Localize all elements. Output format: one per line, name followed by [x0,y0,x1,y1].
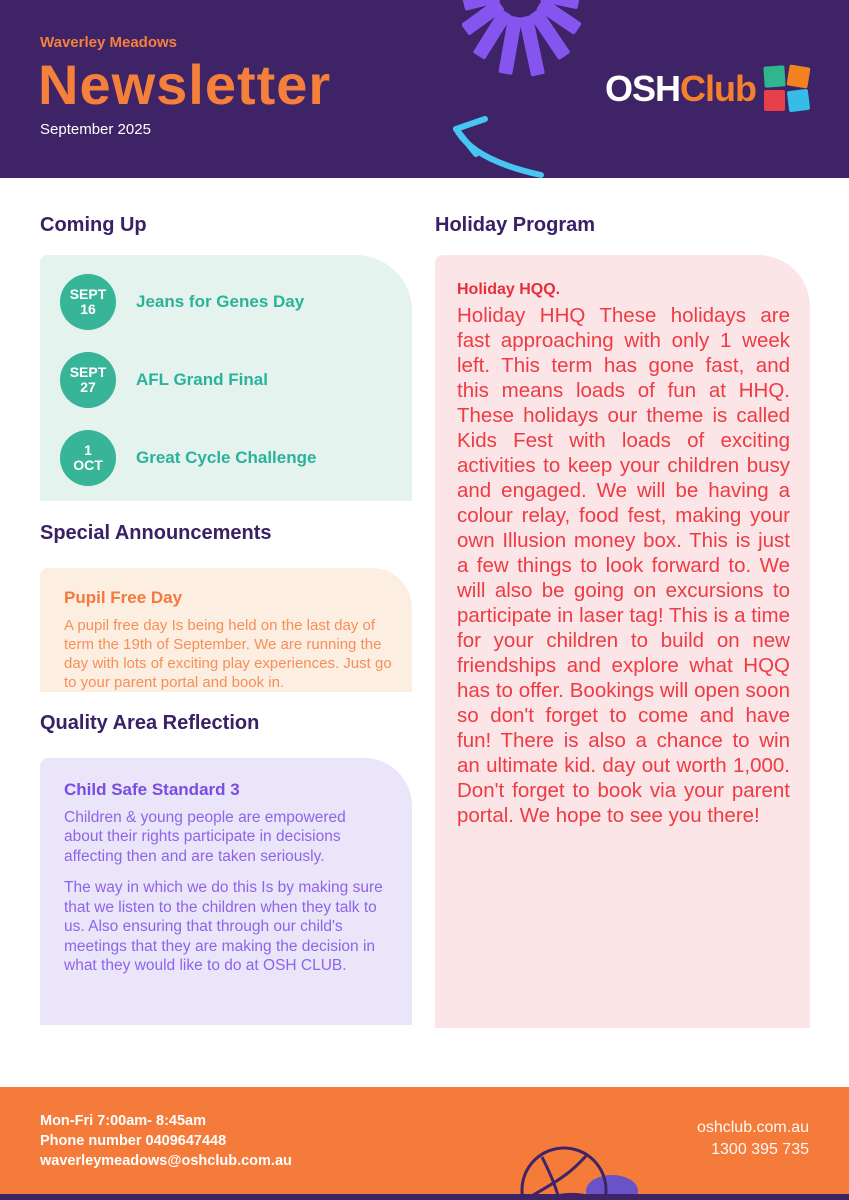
special-announcement-card [40,568,412,692]
event-date-badge [60,352,116,408]
footer-hours: Mon-Fri 7:00am- 8:45am [40,1113,206,1129]
holiday-card-body: Holiday HHQ These holidays are fast approaching with only 1 week left. This term has gone fast, and this means loads of fun at HHQ. These holidays our theme is called Kids Fest with loads of exciting activities to keep your children busy and engaged. We will be having a colour relay, food fest, making your own Illusion money box. This is just a few things to look forward to. We will also be going on excursions to participate in laser tag! This is a time for your children to build on new friendships and explore what HQQ has to offer. Bookings will open soon so don't forget to come and have fun! There is also a chance to win an ultimate kid. day out worth 1,000. Don't forget to book via your parent portal. We hope to see you there! [457,304,790,827]
event-date-month: OCT [73,457,103,473]
newsletter-header [0,0,849,178]
quality-area-card [40,758,412,1025]
quality-card-paragraph-2: The way in which we do this Is by making sure that we listen to the children when they talk to us. Also ensuring that through our child's meetings that they are making the decision in what they would like to do at OSH CLUB. [64,879,383,974]
holiday-program-heading: Holiday Program [435,214,596,236]
event-row [60,274,394,330]
holiday-program-card [435,255,810,1028]
coming-up-heading: Coming Up [40,214,147,236]
coming-up-card [40,255,412,501]
quality-area-heading: Quality Area Reflection [40,712,260,734]
event-date-day: 27 [80,379,96,395]
starburst-icon [462,0,582,86]
logo-square-orange [786,64,810,88]
oshclub-logo-text [605,68,756,110]
oshclub-squares-icon [764,66,809,111]
bottom-accent-bar [0,1194,849,1200]
oshclub-logo [605,66,809,111]
page-title: Newsletter [38,53,332,116]
footer-email: waverleymeadows@oshclub.com.au [40,1153,292,1169]
holiday-card-title: Holiday HQQ. [457,281,561,298]
footer-company-block [697,1117,809,1161]
footer-website: oshclub.com.au [696,1119,809,1136]
footer-hotline: 1300 395 735 [711,1141,809,1158]
footer [0,1087,849,1194]
event-date-month: SEPT [69,364,107,380]
event-date-day: 16 [80,301,96,317]
issue-date: September 2025 [40,121,151,138]
logo-club: Club [680,67,756,109]
event-label: Great Cycle Challenge [136,448,317,467]
event-label: AFL Grand Final [136,370,268,389]
quality-card-paragraph-1: Children & young people are empowered about their rights participate in decisions affecting then and are taken seriously. [64,808,346,865]
event-date-badge [60,274,116,330]
footer-phone: Phone number 0409647448 [40,1133,227,1149]
event-date-day: 1 [84,442,92,458]
special-announcements-heading: Special Announcements [40,522,272,544]
logo-osh: OSH [605,67,681,109]
event-row [60,430,394,486]
event-row [60,352,394,408]
event-date-month: SEPT [69,286,107,302]
basketball-icon [512,1143,642,1194]
event-date-badge [60,430,116,486]
logo-square-blue [787,89,810,112]
quality-card-title: Child Safe Standard 3 [64,780,240,799]
event-label: Jeans for Genes Day [136,292,305,311]
school-name: Waverley Meadows [40,34,177,51]
special-card-body: A pupil free day Is being held on the last day of term the 19th of September. We are running the day with lots of exciting play experiences. Just go to your parent portal and book in. [64,617,392,691]
curved-arrow-icon [445,112,545,178]
footer-contact-block [40,1111,292,1171]
logo-square-red [764,90,785,111]
special-card-title: Pupil Free Day [64,588,183,607]
logo-square-teal [763,65,785,87]
